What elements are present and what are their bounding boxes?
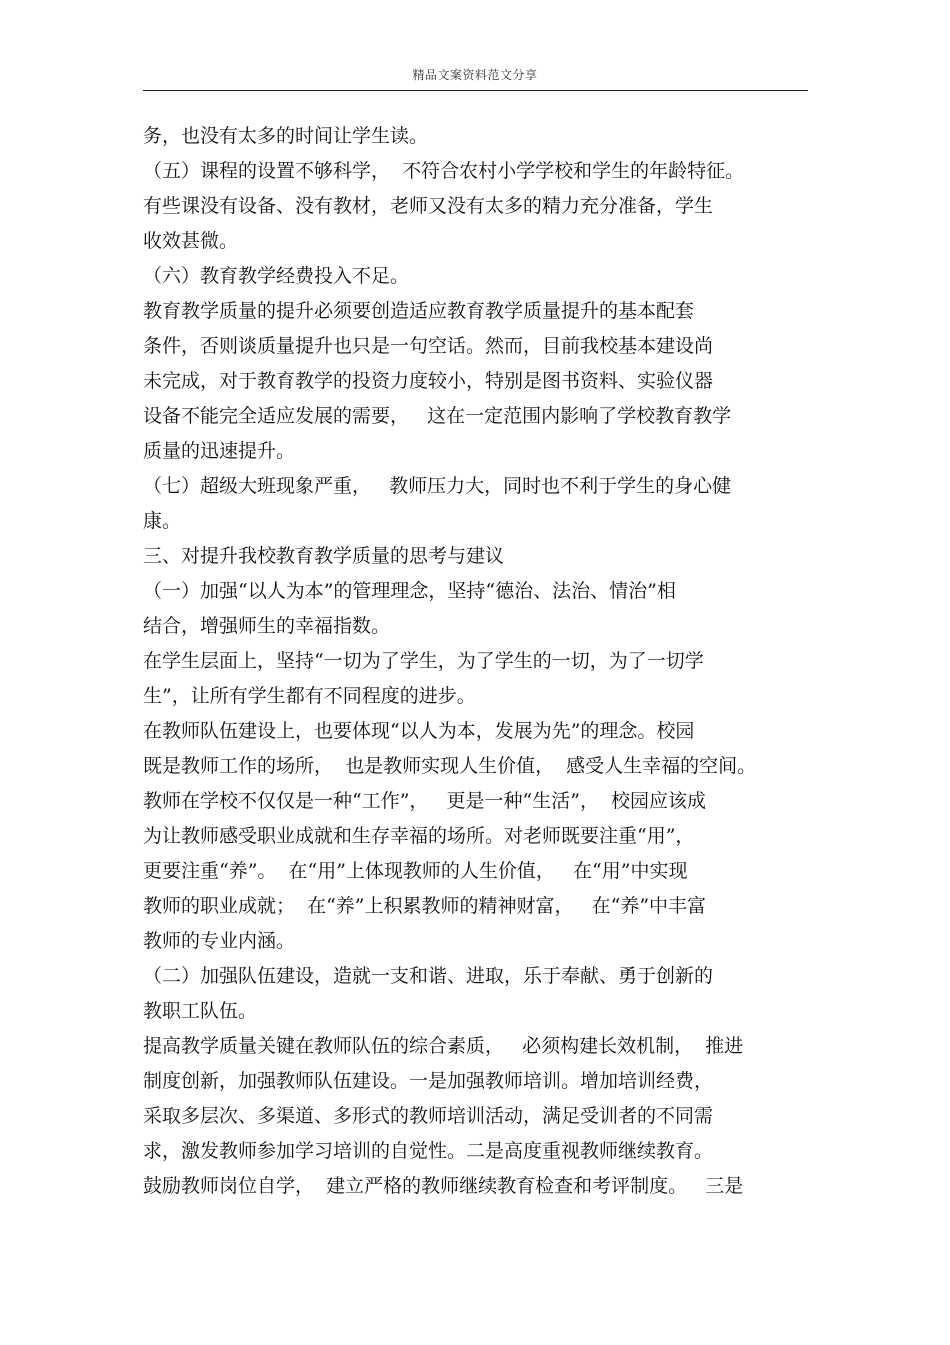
text-line: 教职工队伍。 <box>143 1000 258 1022</box>
section-heading: （一）加强“以人为本”的管理理念，坚持“德治、法治、情治”相 <box>143 580 676 602</box>
chapter-heading: 三、对提升我校教育教学质量的思考与建议 <box>143 545 505 567</box>
text-line: 提高教学质量关键在教师队伍的综合素质， 必须构建长效机制， 推进 <box>143 1035 744 1057</box>
text-line: 条件，否则谈质量提升也只是一句空话。然而，目前我校基本建设尚 <box>143 335 714 357</box>
text-line: 教师在学校不仅仅是一种“工作”， 更是一种“生活”， 校园应该成 <box>143 790 707 812</box>
text-line: 设备不能完全适应发展的需要， 这在一定范围内影响了学校教育教学 <box>143 405 732 427</box>
text-line: 采取多层次、多渠道、多形式的教师培训活动，满足受训者的不同需 <box>143 1105 714 1127</box>
text-line: 教师的专业内涵。 <box>143 930 296 952</box>
section-heading: （七）超级大班现象严重， 教师压力大，同时也不利于学生的身心健 <box>143 475 732 497</box>
text-line: 鼓励教师岗位自学， 建立严格的教师继续教育检查和考评制度。 三是 <box>143 1175 744 1197</box>
text-line: 在学生层面上，坚持“一切为了学生，为了学生的一切，为了一切学 <box>143 650 704 672</box>
text-line: 教育教学质量的提升必须要创造适应教育教学质量提升的基本配套 <box>143 300 695 322</box>
header-divider <box>143 90 808 91</box>
text-line: 为让教师感受职业成就和生存幸福的场所。对老师既要注重“用”， <box>143 825 695 847</box>
text-line: 未完成，对于教育教学的投资力度较小，特别是图书资料、实验仪器 <box>143 370 714 392</box>
section-heading: （二）加强队伍建设，造就一支和谐、进取，乐于奉献、勇于创新的 <box>143 965 714 987</box>
text-line: 制度创新，加强教师队伍建设。一是加强教师培训。增加培训经费， <box>143 1070 714 1092</box>
text-line: 收效甚微。 <box>143 230 239 252</box>
text-line: （五）课程的设置不够科学， 不符合农村小学学校和学生的年龄特征。 <box>143 160 745 182</box>
text-line: 更要注重“养”。 在“用”上体现教师的人生价值， 在“用”中实现 <box>143 860 688 882</box>
text-line: 在教师队伍建设上，也要体现“以人为本，发展为先”的理念。校园 <box>143 720 695 742</box>
text-line: 康。 <box>143 510 182 532</box>
section-heading: （六）教育教学经费投入不足。 <box>143 265 410 287</box>
text-line: 求，激发教师参加学习培训的自觉性。二是高度重视教师继续教育。 <box>143 1140 714 1162</box>
text-line: 结合，增强师生的幸福指数。 <box>143 615 391 637</box>
page-header: 精品文案资料范文分享 <box>412 68 538 82</box>
text-line: 务，也没有太多的时间让学生读。 <box>143 125 429 147</box>
text-line: 有些课没有设备、没有教材，老师又没有太多的精力充分准备，学生 <box>143 195 714 217</box>
document-body <box>143 119 808 1204</box>
text-line: 教师的职业成就； 在“养”上积累教师的精神财富， 在“养”中丰富 <box>143 895 707 917</box>
text-line: 既是教师工作的场所， 也是教师实现人生价值， 感受人生幸福的空间。 <box>143 755 757 777</box>
text-line: 生”，让所有学生都有不同程度的进步。 <box>143 685 476 707</box>
text-line: 质量的迅速提升。 <box>143 440 296 462</box>
